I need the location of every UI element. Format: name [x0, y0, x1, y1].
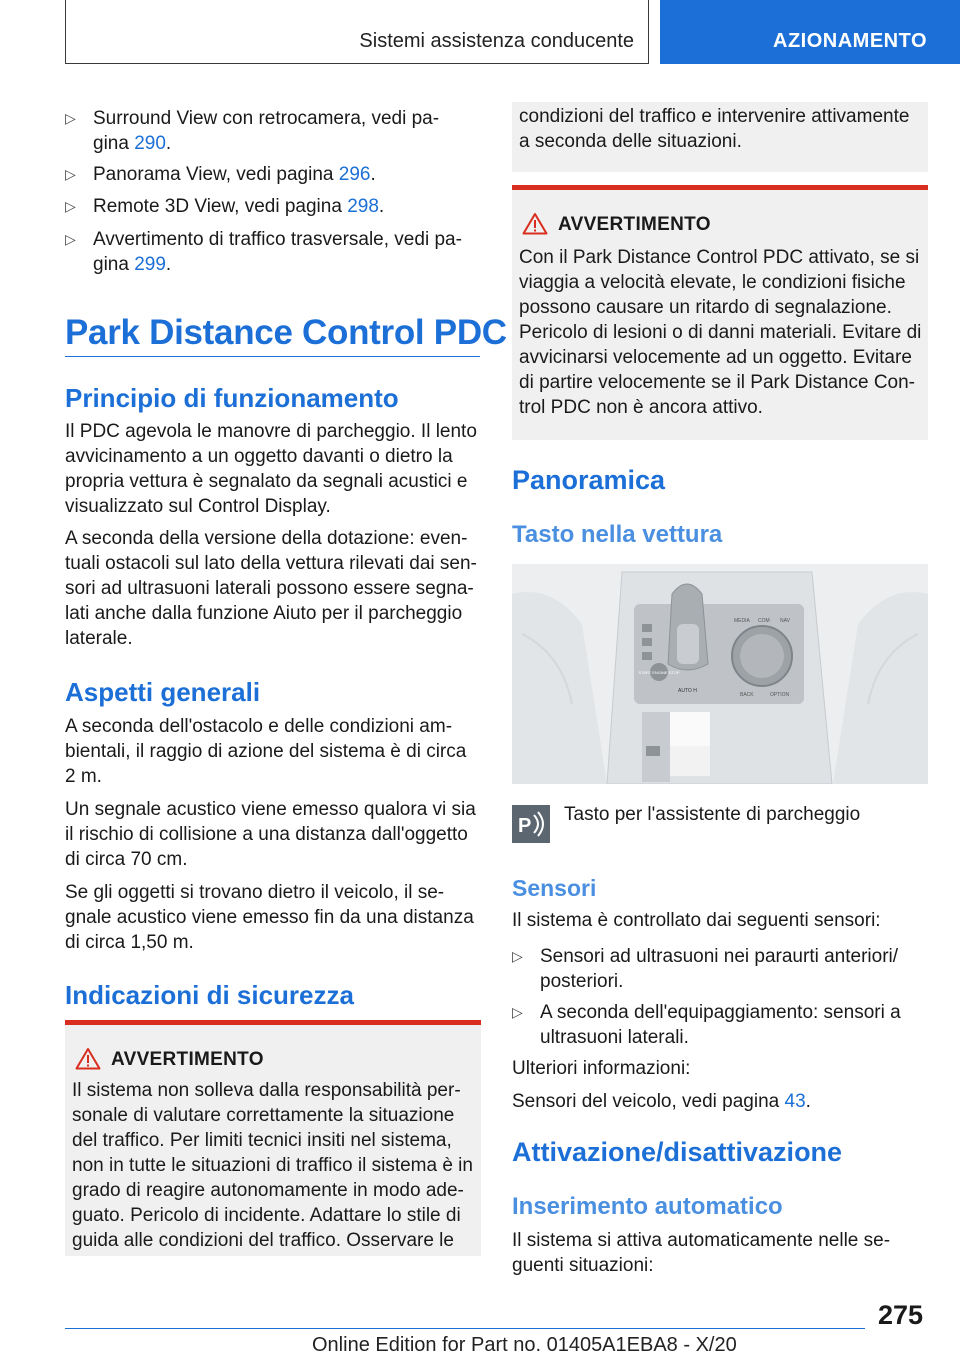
warning-box — [65, 1025, 481, 1256]
text-line: condizioni del traffico e intervenire attivamente — [519, 106, 910, 127]
text-line: sori ad ultrasuoni laterali possono essere segna- — [65, 578, 474, 599]
auto-h-label: AUTO H — [678, 688, 697, 694]
text-line: del traffico. Per limiti tecnici insiti nel sistema, — [72, 1130, 452, 1151]
punctuation: . — [165, 133, 172, 154]
text-line: gnale acustico viene emesso fin da una distanza — [65, 907, 474, 928]
warning-box — [512, 190, 928, 440]
more-info: Ulteriori informazioni: — [512, 1058, 691, 1079]
svg-text:P: P — [518, 815, 532, 837]
back-label: BACK — [740, 692, 754, 698]
auto-activation-heading: Inserimento automatico — [512, 1193, 783, 1220]
list-item-text: Avvertimento di traffico trasversale, vedi pa- — [93, 229, 462, 250]
text-line: Un segnale acustico viene emesso qualora vi sia — [65, 799, 476, 820]
activation-heading: Attivazione/disattivazione — [512, 1137, 843, 1167]
bullet-triangle-icon: ▷ — [512, 1004, 523, 1020]
punctuation: . — [805, 1091, 811, 1112]
general-heading: Aspetti generali — [65, 677, 261, 707]
bullet-triangle-icon: ▷ — [512, 948, 523, 964]
punctuation: . — [378, 196, 385, 217]
title-rule — [65, 356, 480, 357]
sensors-reference — [512, 1089, 811, 1114]
warning-triangle-icon — [522, 212, 548, 235]
list-item-text: posteriori. — [540, 971, 624, 992]
punctuation: . — [165, 254, 172, 275]
overview-heading: Panoramica — [512, 465, 666, 495]
bullet-triangle-icon: ▷ — [65, 166, 76, 182]
footer-edition: Online Edition for Part no. 01405A1EBA8 - X/20 — [312, 1334, 737, 1356]
warning-text — [519, 245, 929, 420]
option-label: OPTION — [770, 692, 790, 698]
text-line: Il sistema non solleva dalla responsabilità per- — [72, 1080, 461, 1101]
sensors-heading: Sensori — [512, 875, 597, 901]
warning-title: AVVERTIMENTO — [558, 214, 711, 235]
center-console-image — [512, 564, 928, 784]
list-item-text: A seconda dell'equipaggiamento: sensori a — [540, 1002, 901, 1023]
list-item-text: Remote 3D View, vedi pagina — [93, 196, 348, 217]
auto-activation-text — [512, 1228, 932, 1278]
text-line: visualizzato sul Control Display. — [65, 496, 331, 517]
list-item-text: ultrasuoni laterali. — [540, 1027, 689, 1048]
page-link[interactable]: 43 — [784, 1091, 806, 1112]
punctuation: . — [370, 164, 376, 185]
text-line: A seconda dell'ostacolo e delle condizioni am- — [65, 716, 453, 737]
text-line: guato. Pericolo di incidente. Adattare lo stile di — [72, 1205, 461, 1226]
text-line: guida alle condizioni del traffico. Osservare le — [72, 1230, 454, 1251]
reference-text: Sensori del veicolo, vedi pagina — [512, 1091, 785, 1112]
header-chapter-tab[interactable] — [660, 0, 960, 64]
text-line: il rischio di collisione a una distanza dall'oggetto — [65, 824, 468, 845]
text-line: viaggia a velocità elevate, le condizioni fisiche — [519, 272, 906, 293]
com-label: COM — [758, 618, 770, 624]
page-link[interactable]: 290 — [134, 133, 166, 154]
text-line: Pericolo di lesioni o di danni materiali. Evitare di — [519, 322, 922, 343]
nav-label: NAV — [780, 618, 790, 624]
start-stop-label: START ENGINE STOP — [638, 670, 680, 675]
header-chapter-title: AZIONAMENTO — [773, 30, 928, 52]
list-item-text: gina — [93, 133, 135, 154]
text-line: 2 m. — [65, 766, 102, 787]
text-line: A seconda della versione della dotazione: even- — [65, 528, 468, 549]
text-line: possono causare un ritardo di segnalazione. — [519, 297, 892, 318]
text-line: di partire velocemente se il Park Distance Con- — [519, 372, 916, 393]
text-line: Se gli oggetti si trovano dietro il veicolo, il se- — [65, 882, 445, 903]
header-section-box — [65, 0, 649, 64]
text-line: Il PDC agevola le manovre di parcheggio. Il lento — [65, 421, 477, 442]
text-line: di circa 70 cm. — [65, 849, 188, 870]
text-line: trol PDC non è ancora attivo. — [519, 397, 763, 418]
sensors-intro: Il sistema è controllato dai seguenti sensori: — [512, 910, 881, 931]
media-label: MEDIA — [734, 618, 750, 624]
text-line: bientali, il raggio di azione del sistema è di circa — [65, 741, 467, 762]
list-item — [65, 106, 485, 156]
button-caption: Tasto per l'assistente di parcheggio — [564, 804, 861, 825]
warning-continuation-box — [512, 102, 928, 172]
text-line: Il sistema si attiva automaticamente nelle se- — [512, 1230, 891, 1251]
principle-paragraph — [65, 419, 485, 519]
bullet-triangle-icon: ▷ — [65, 231, 76, 247]
bullet-triangle-icon: ▷ — [65, 198, 76, 214]
warning-title: AVVERTIMENTO — [111, 1049, 264, 1070]
park-assist-button-icon — [512, 805, 550, 843]
principle-paragraph-2 — [65, 526, 485, 651]
page-number: 275 — [878, 1300, 924, 1330]
page-link[interactable]: 296 — [338, 164, 371, 185]
text-line: tuali ostacoli sul lato della vettura rilevati dai sen- — [65, 553, 477, 574]
warning-text — [72, 1078, 482, 1253]
text-line: sonale di valutare correttamente la situazione — [72, 1105, 455, 1126]
text-line: Con il Park Distance Control PDC attivato, se si — [519, 247, 920, 268]
warning-triangle-icon — [75, 1047, 101, 1070]
text-line: propria vettura è segnalato da segnali acustici e — [65, 471, 468, 492]
text-line: di circa 1,50 m. — [65, 932, 194, 953]
bullet-triangle-icon: ▷ — [65, 110, 76, 126]
list-item-text: Sensori ad ultrasuoni nei paraurti anteriori/ — [540, 946, 899, 967]
text-line: non in tutte le situazioni di traffico il sistema è in — [72, 1155, 473, 1176]
safety-heading: Indicazioni di sicurezza — [65, 980, 354, 1010]
text-line: grado di reagire autonomamente in modo ade- — [72, 1180, 464, 1201]
header-section-title: Sistemi assistenza conducente — [359, 30, 634, 52]
text-line: a seconda delle situazioni. — [519, 131, 742, 152]
list-item-text: Surround View con retrocamera, vedi pa- — [93, 108, 440, 129]
button-heading: Tasto nella vettura — [512, 521, 723, 548]
page-link[interactable]: 299 — [134, 254, 166, 275]
text-line: guenti situazioni: — [512, 1255, 654, 1276]
page-link[interactable]: 298 — [347, 196, 379, 217]
text-line: avvicinamento a un oggetto davanti o dietro la — [65, 446, 453, 467]
list-item-text: gina — [93, 254, 135, 275]
list-item-text: Panorama View, vedi pagina — [93, 164, 339, 185]
text-line: laterale. — [65, 628, 133, 649]
page-title: Park Distance Control PDC — [65, 313, 507, 352]
general-paragraph-1 — [65, 714, 485, 789]
text-line: lati anche dalla funzione Aiuto per il parcheggio — [65, 603, 463, 624]
general-paragraph-3 — [65, 880, 485, 955]
footer-rule — [65, 1328, 865, 1329]
warning-continuation-text — [519, 104, 929, 154]
general-paragraph-2 — [65, 797, 485, 872]
text-line: avvicinarsi velocemente ad un oggetto. Evitare — [519, 347, 912, 368]
principle-heading: Principio di funzionamento — [65, 383, 399, 413]
